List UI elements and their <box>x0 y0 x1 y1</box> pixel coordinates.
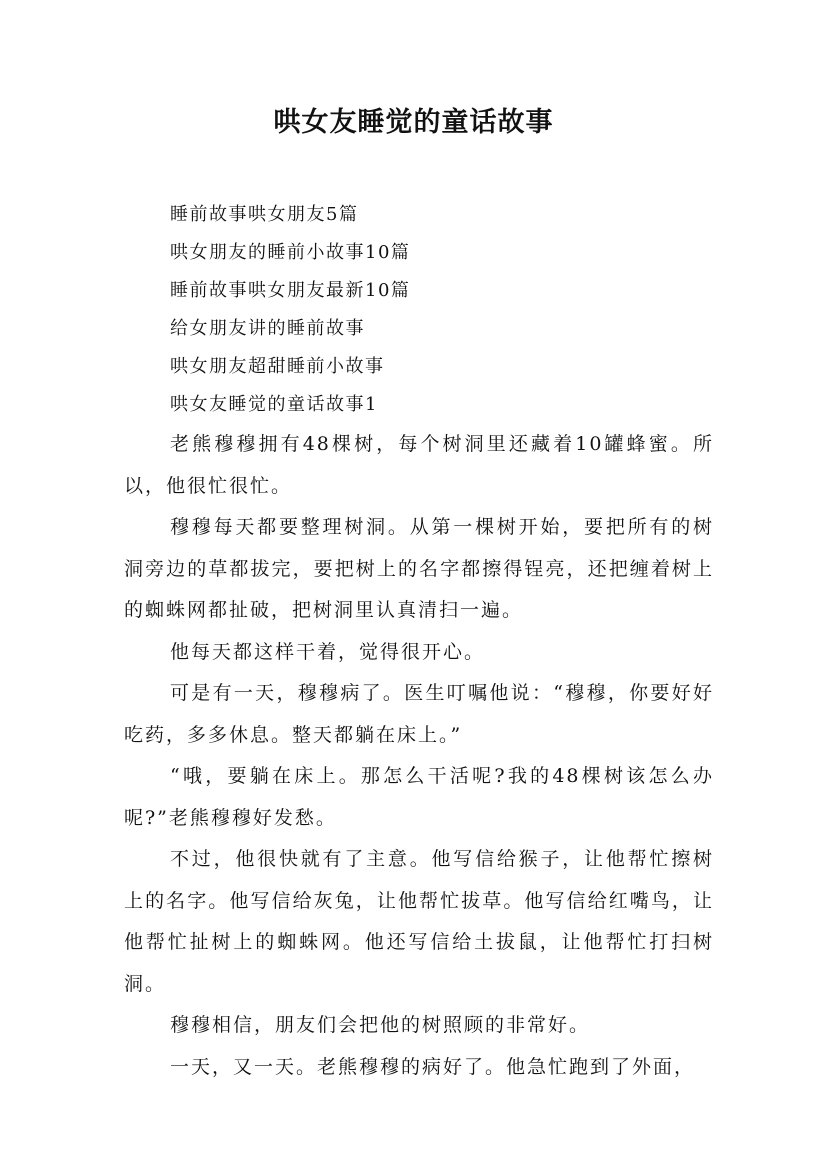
paragraph: “哦，要躺在床上。那怎么干活呢?我的48棵树该怎么办呢?”老熊穆穆好发愁。 <box>124 765 714 829</box>
toc-item: 睡前故事哄女朋友最新10篇 <box>170 280 411 301</box>
paragraph: 老熊穆穆拥有48棵树，每个树洞里还藏着10罐蜂蜜。所以，他很忙很忙。 <box>124 433 714 497</box>
paragraph: 穆穆相信，朋友们会把他的树照顾的非常好。 <box>170 1014 591 1036</box>
toc-item: 哄女朋友的睡前小故事10篇 <box>170 242 411 263</box>
toc-item: 哄女友睡觉的童话故事1 <box>170 394 378 415</box>
table-of-contents <box>170 196 410 424</box>
document-title: 哄女友睡觉的童话故事 <box>273 107 554 138</box>
paragraph: 一天，又一天。老熊穆穆的病好了。他急忙跑到了外面， <box>170 1055 696 1078</box>
paragraph: 他每天都这样干着，觉得很开心。 <box>170 640 486 663</box>
toc-item: 给女朋友讲的睡前故事 <box>170 318 365 339</box>
paragraph: 可是有一天，穆穆病了。医生叮嘱他说：“穆穆，你要好好吃药，多多休息。整天都躺在床上。” <box>124 682 714 746</box>
paragraph: 不过，他很快就有了主意。他写信给猴子，让他帮忙擦树上的名字。他写信给灰兔，让他帮忙拔草。他写信给红嘴鸟，让他帮忙扯树上的蜘蛛网。他还写信给土拔鼠，让他帮忙打扫树洞。 <box>124 848 714 995</box>
story-body <box>124 424 714 1088</box>
toc-item: 睡前故事哄女朋友5篇 <box>170 204 359 225</box>
paragraph: 穆穆每天都要整理树洞。从第一棵树开始，要把所有的树洞旁边的草都拔完，要把树上的名字都擦得锃亮，还把缠着树上的蜘蛛网都扯破，把树洞里认真清扫一遍。 <box>124 516 714 621</box>
toc-item: 哄女朋友超甜睡前小故事 <box>170 356 385 377</box>
